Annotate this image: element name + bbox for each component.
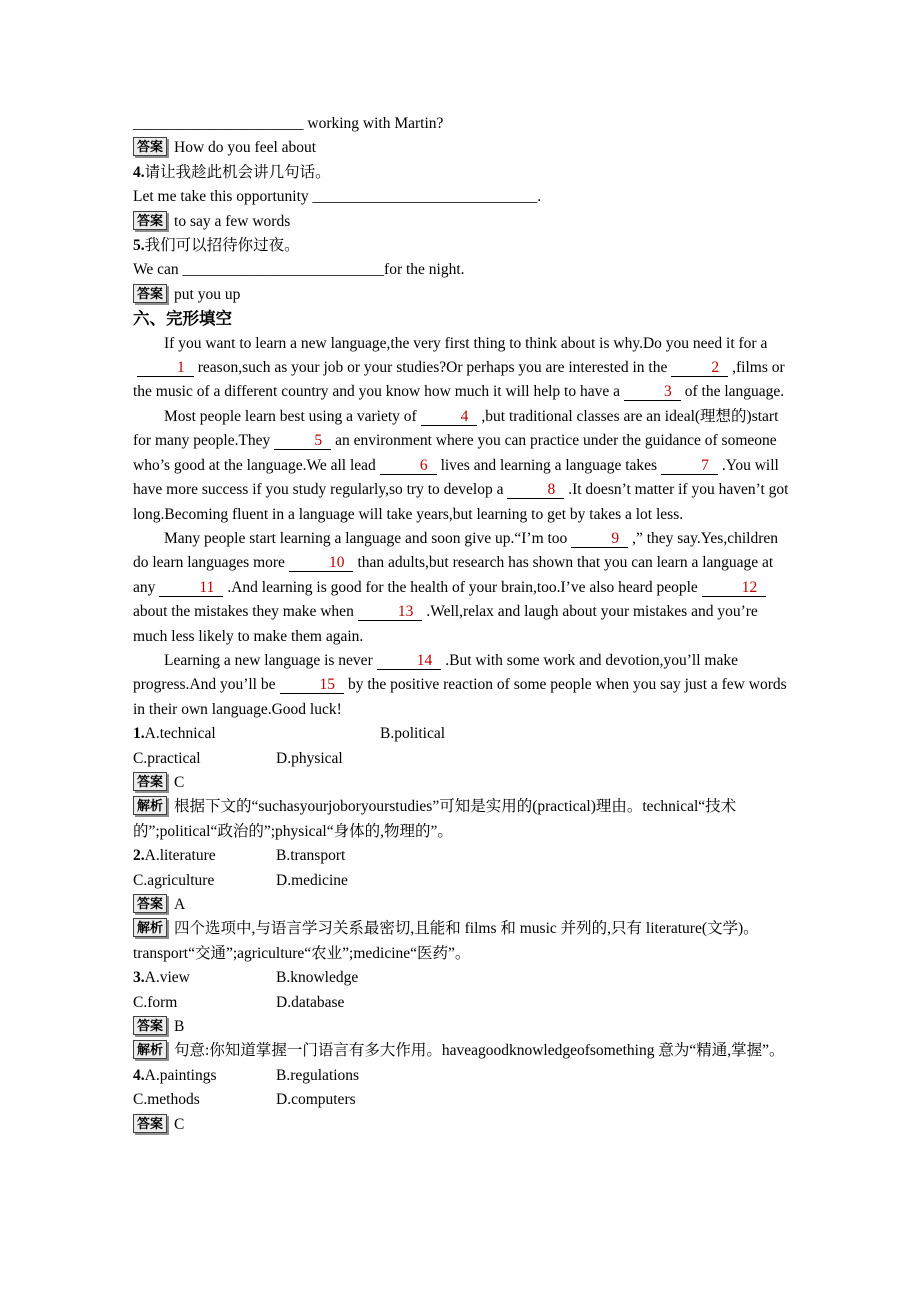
answer-label: 答案	[133, 137, 167, 156]
cloze-paragraph	[133, 405, 791, 527]
cloze-blank	[280, 677, 345, 694]
question-number: 3.	[133, 969, 145, 987]
option-a: A.technical	[144, 725, 216, 743]
blank-number: 3	[664, 383, 672, 401]
blank-number: 9	[611, 529, 620, 547]
paragraph-text: ,films or the music of a different country and you know how much it will help to have a	[133, 359, 785, 401]
paragraph-text: .But with some work and devotion,you’ll make progress.And you’ll be	[133, 651, 738, 694]
blank-number: 6	[419, 456, 428, 474]
paragraph-text: an environment where you can practice under the guidance of someone who’s good at the language.We all lead	[133, 432, 777, 474]
paragraph-text: Learning a new language is never	[164, 651, 373, 669]
blank-number: 1	[177, 359, 185, 377]
option-b: B.regulations	[276, 1066, 360, 1084]
item-text-cn: 我们可以招待你过夜。	[144, 237, 300, 255]
explain-row	[133, 1039, 791, 1063]
option-first-column	[133, 747, 276, 771]
explain-row	[133, 917, 791, 966]
answer-label: 答案	[133, 894, 167, 913]
option-b: B.knowledge	[276, 969, 359, 987]
cloze-blank	[380, 458, 437, 475]
answer-row	[133, 1015, 791, 1039]
cloze-paragraph	[133, 527, 791, 649]
cloze-blank	[274, 433, 331, 450]
option-b: D.physical	[276, 749, 343, 767]
option-first-column	[133, 1064, 276, 1088]
blank-number: 15	[319, 676, 335, 694]
paragraph-text: about the mistakes they make when	[133, 603, 354, 621]
cloze-paragraph	[133, 332, 791, 405]
option-a: C.form	[133, 993, 178, 1011]
options-row	[133, 966, 791, 990]
paragraph-text: If you want to learn a new language,the very first thing to think about is why.Do you need it for a	[164, 334, 768, 352]
blank-number: 7	[701, 456, 709, 474]
answer-row	[133, 136, 791, 160]
answer-text: B	[174, 1018, 185, 1036]
blank-number: 8	[547, 481, 556, 499]
paragraph-text: lives and learning a language takes	[440, 456, 658, 474]
blank-number: 5	[314, 432, 323, 450]
explain-label: 解析	[133, 918, 167, 937]
blank-number: 12	[741, 578, 758, 596]
explain-text: 四个选项中,与语言学习关系最密切,且能和 films 和 music 并列的,只有 literature(文学)。transport“交通”;agriculture“农业”;medicine“医药”。	[133, 920, 759, 962]
answer-label: 答案	[133, 211, 167, 230]
option-first-column	[133, 722, 380, 746]
explain-row	[133, 795, 791, 844]
question-number: 4.	[133, 1066, 145, 1084]
question-number: 1.	[133, 725, 145, 743]
paragraph-text: .You will have more success if you study regularly,so try to develop a	[133, 456, 779, 499]
answer-row	[133, 893, 791, 917]
answer-text: to say a few words	[174, 212, 291, 230]
item-text-cn: 请让我趁此机会讲几句话。	[144, 163, 331, 181]
option-b: D.computers	[276, 1091, 356, 1109]
option-b: B.transport	[276, 847, 346, 865]
blank-number: 14	[416, 651, 433, 669]
explain-text: 根据下文的“suchasyourjoboryourstudies”可知是实用的(practical)理由。technical“技术的”;political“政治的”;physical“身体的,物理的”。	[133, 798, 737, 840]
option-b: D.database	[276, 993, 345, 1011]
blank-number: 11	[199, 578, 215, 596]
option-b: D.medicine	[276, 871, 348, 889]
options-row	[133, 869, 791, 893]
answer-label: 答案	[133, 1016, 167, 1035]
option-first-column	[133, 844, 276, 868]
fill-blank-line: Let me take this opportunity _____________________________.	[133, 188, 542, 206]
paragraph-text: ,” they say.Yes,children do learn languages more	[133, 529, 778, 572]
answer-row	[133, 283, 791, 307]
section-heading: 六、完形填空	[133, 309, 232, 329]
answer-text: How do you feel about	[174, 139, 317, 157]
cloze-blank	[671, 360, 728, 377]
paragraph-text: Most people learn best using a variety of	[164, 407, 417, 425]
option-a: A.paintings	[144, 1066, 217, 1084]
option-a: C.methods	[133, 1091, 200, 1109]
blank-number: 13	[397, 603, 414, 621]
options-row	[133, 1088, 791, 1112]
option-a: C.agriculture	[133, 871, 215, 889]
answer-text: A	[174, 896, 186, 913]
cloze-blank	[507, 482, 564, 499]
blank-number: 10	[328, 554, 345, 572]
answer-label: 答案	[133, 1114, 167, 1133]
options-row	[133, 844, 791, 868]
paragraph-text: reason,such as your job or your studies?Or perhaps you are interested in the	[197, 359, 668, 377]
exercise-item	[133, 161, 791, 185]
cloze-blank	[661, 458, 718, 475]
options-row	[133, 747, 791, 771]
blank-number: 4	[460, 407, 469, 425]
option-a: C.practical	[133, 749, 201, 767]
answer-text: C	[174, 1115, 185, 1133]
explain-text: 句意:你知道掌握一门语言有多大作用。haveagoodknowledgeofsomething 意为“精通,掌握”。	[174, 1042, 785, 1060]
exercise-item	[133, 234, 791, 258]
paragraph-text: .It doesn’t matter if you haven’t got long.Becoming fluent in a language will take years,but learning to get by takes a lot less.	[133, 481, 789, 523]
answer-row	[133, 771, 791, 795]
options-row	[133, 991, 791, 1015]
paragraph-text: by the positive reaction of some people when you say just a few words in their own language.Good luck!	[133, 676, 787, 718]
answer-row	[133, 1113, 791, 1137]
cloze-blank	[624, 384, 681, 401]
option-a: A.literature	[144, 847, 216, 865]
paragraph-text: ,but traditional classes are an ideal(理想的)start for many people.They	[133, 407, 779, 450]
explain-label: 解析	[133, 796, 167, 815]
cloze-blank	[159, 580, 223, 597]
cloze-paragraph	[133, 649, 791, 722]
cloze-blank	[289, 555, 354, 572]
document-content	[133, 112, 791, 1137]
blank-number: 2	[711, 359, 720, 377]
option-first-column	[133, 869, 276, 893]
explain-label: 解析	[133, 1040, 167, 1059]
options-row	[133, 722, 791, 746]
fill-blank-line: ______________________ working with Martin?	[133, 115, 444, 132]
item-number: 5.	[133, 237, 145, 255]
item-number: 4.	[133, 163, 145, 181]
cloze-blank	[358, 604, 423, 621]
answer-label: 答案	[133, 284, 167, 303]
option-first-column	[133, 991, 276, 1015]
answer-text: C	[174, 773, 185, 791]
cloze-blank	[377, 653, 442, 670]
option-a: A.view	[144, 969, 190, 987]
cloze-blank	[137, 360, 194, 377]
paragraph-text: .Well,relax and laugh about your mistakes and you’re much less likely to make them again.	[133, 603, 758, 645]
answer-text: put you up	[174, 285, 241, 303]
option-first-column	[133, 966, 276, 990]
paragraph-text: .And learning is good for the health of your brain,too.I’ve also heard people	[227, 578, 698, 596]
paragraph-text: of the language.	[684, 383, 785, 401]
paragraph-text: Many people start learning a language and soon give up.“I’m too	[164, 529, 568, 547]
cloze-blank	[702, 580, 767, 597]
options-row	[133, 1064, 791, 1088]
option-first-column	[133, 1088, 276, 1112]
option-b: B.political	[380, 725, 446, 743]
answer-label: 答案	[133, 772, 167, 791]
fill-blank-line: We can __________________________for the night.	[133, 261, 465, 279]
answer-row	[133, 210, 791, 234]
cloze-blank	[421, 409, 478, 426]
cloze-blank	[571, 531, 628, 548]
question-number: 2.	[133, 847, 145, 865]
paragraph-text: than adults,but research has shown that you can learn a language at any	[133, 554, 774, 596]
